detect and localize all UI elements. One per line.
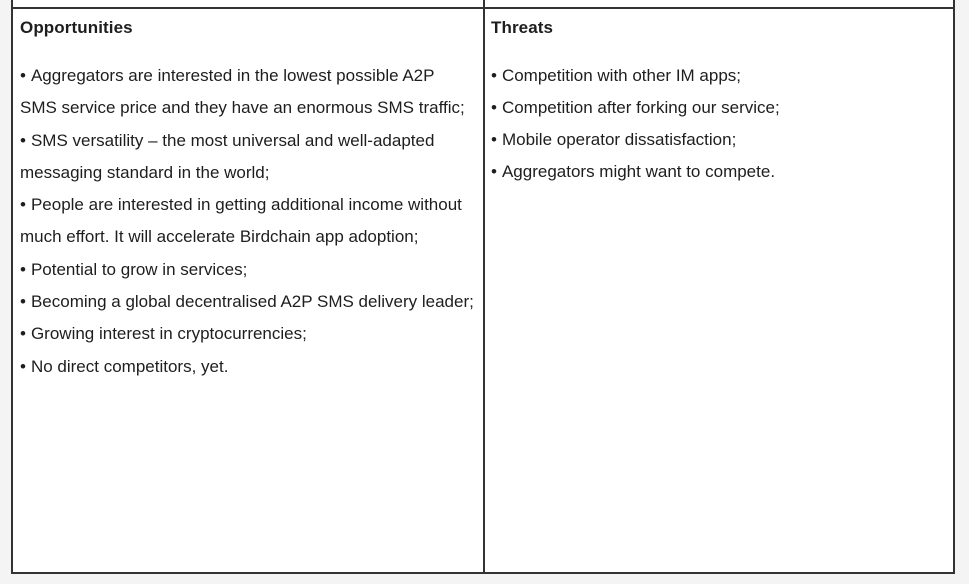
bullet-icon: • <box>491 162 497 181</box>
list-item <box>491 124 945 156</box>
threats-cell <box>485 9 953 572</box>
list-item <box>491 60 945 92</box>
bullet-icon: • <box>491 66 497 85</box>
bullet-icon: • <box>20 130 26 150</box>
list-item <box>20 60 475 125</box>
swot-table <box>11 0 955 574</box>
list-item-text: Competition after forking our service; <box>501 98 780 117</box>
list-item-text: Growing interest in cryptocurrencies; <box>30 324 307 344</box>
list-item-text: No direct competitors, yet. <box>30 356 229 376</box>
bullet-icon: • <box>20 324 26 344</box>
list-item-text: People are interested in getting additional income without much effort. It will accelerate Birdchain app adoption; <box>20 195 462 247</box>
list-item-text: SMS versatility – the most universal and well-adapted messaging standard in the world; <box>20 130 435 182</box>
list-item <box>20 351 475 383</box>
list-item-text: Aggregators are interested in the lowest possible A2P SMS service price and they have an enormous SMS traffic; <box>20 66 465 118</box>
list-item-text: Competition with other IM apps; <box>501 66 742 85</box>
list-item <box>20 286 475 318</box>
threats-list <box>491 60 945 188</box>
bullet-icon: • <box>20 66 26 85</box>
bullet-icon: • <box>20 292 26 312</box>
list-item <box>491 156 945 188</box>
table-right-stub <box>953 0 955 8</box>
list-item-text: Potential to grow in services; <box>30 259 248 279</box>
bullet-icon: • <box>491 98 497 117</box>
list-item <box>20 318 475 350</box>
list-item-text: Mobile operator dissatisfaction; <box>501 130 737 149</box>
list-item <box>20 254 475 286</box>
list-item <box>491 92 945 124</box>
table-left-stub <box>11 0 13 8</box>
bullet-icon: • <box>20 195 26 215</box>
list-item <box>20 125 475 190</box>
list-item <box>20 189 475 254</box>
bullet-icon: • <box>20 356 26 376</box>
list-item-text: Aggregators might want to compete. <box>501 162 776 181</box>
bullet-icon: • <box>491 130 497 149</box>
opportunities-cell <box>13 9 483 572</box>
opportunities-list <box>20 60 475 383</box>
bullet-icon: • <box>20 259 26 279</box>
opportunities-heading: Opportunities <box>20 18 133 37</box>
list-item-text: Becoming a global decentralised A2P SMS delivery leader; <box>30 292 474 312</box>
threats-heading: Threats <box>491 18 554 37</box>
